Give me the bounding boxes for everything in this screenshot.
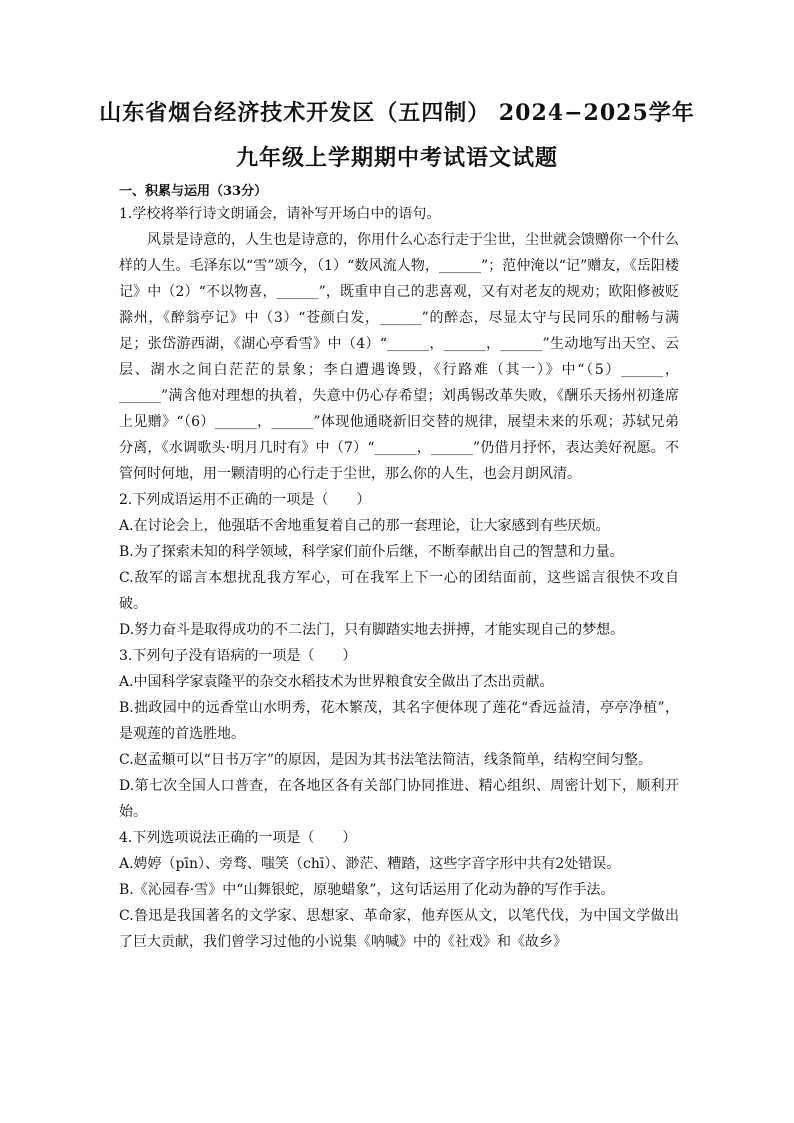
exam-body xyxy=(119,201,679,955)
question-2-option-b: B.为了探索未知的科学领域，科学家们前仆后继，不断奉献出自己的智慧和力量。 xyxy=(119,544,624,560)
question-2-option-d: D.努力奋斗是取得成功的不二法门，只有脚踏实地去拼搏，才能实现自己的梦想。 xyxy=(119,622,625,638)
exam-title-line1: 山东省烟台经济技术开发区（五四制） 2024−2025学年 xyxy=(99,100,695,126)
question-1-passage: 风景是诗意的，人生也是诗意的，你用什么心态行走于尘世，尘世就会馈赠你一个什么样的人生。毛泽东以“雪”颂今，（1）“数风流人物，______”；范仲淹以“记”赠友，《岳阳楼记》中（2）“不以物喜，______”，既重申自己的悲喜观，又有对老友的规劝；欧阳修被贬滁州，《醉翁亭记》中（3）“苍颜白发，______”的醉态，尽显太守与民同乐的酣畅与满足；张岱游西湖，《湖心亭看雪》中（4）“______，______，______”生动地写出天空、云层、湖水之间白茫茫的景象；李白遭遇谗毁，《行路难（其一）》中“（5）______，______”满含他对理想的执着，失意中仍心存希望；刘禹锡改革失败，《酬乐天扬州初逢席上见赠》“（6）______，______”体现他通晓新旧交替的规律，展望未来的乐观；苏轼兄弟分离，《水调歌头·明月几时有》中（7）“______，______”仍借月抒怀，表达美好祝愿。不管何时何地，用一颗清明的心行走于尘世，那么你的人生，也会月朗风清。 xyxy=(119,232,679,482)
question-2-stem: 2.下列成语运用不正确的一项是（ ） xyxy=(119,492,371,508)
exam-title-line2: 九年级上学期期中考试语文试题 xyxy=(235,145,558,171)
question-4-option-b: B.《沁园春·雪》中“山舞银蛇，原驰蜡象”，这句话运用了化动为静的写作手法。 xyxy=(119,882,615,898)
question-4-stem: 4.下列选项说法正确的一项是（ ） xyxy=(119,830,357,846)
question-3-stem: 3.下列句子没有语病的一项是（ ） xyxy=(119,648,357,664)
question-1-stem: 1.学校将举行诗文朗诵会，请补写开场白中的语句。 xyxy=(119,206,441,222)
question-2-option-a: A.在讨论会上，他强聒不舍地重复着自己的那一套理论，让大家感到有些厌烦。 xyxy=(119,518,610,534)
question-3-option-a: A.中国科学家袁隆平的杂交水稻技术为世界粮食安全做出了杰出贡献。 xyxy=(119,674,554,690)
question-3-option-c: C.赵孟頫可以“日书万字”的原因，是因为其书法笔法简洁，线条简单，结构空间匀整。 xyxy=(119,752,652,768)
question-4-option-c: C.鲁迅是我国著名的文学家、思想家、革命家，他弃医从文，以笔代伐，为中国文学做出了巨大贡献，我们曾学习过他的小说集《呐喊》中的《社戏》和《故乡》 xyxy=(119,908,679,950)
question-2-option-c: C.敌军的谣言本想扰乱我方军心，可在我军上下一心的团结面前，这些谣言很快不攻自破。 xyxy=(119,570,679,612)
section-heading: 一、积累与运用（33分） xyxy=(119,184,268,199)
question-3-option-d: D.第七次全国人口普查，在各地区各有关部门协同推进、精心组织、周密计划下，顺利开始。 xyxy=(119,778,679,820)
question-3-option-b: B.拙政园中的远香堂山水明秀，花木繁茂，其名字便体现了莲花“香远益清，亭亭净植”，是观莲的首选胜地。 xyxy=(119,700,679,742)
question-4-option-a: A.娉婷（pīn）、旁骛、嗤笑（chī）、渺茫、糟踏，这些字音字形中共有2处错误。 xyxy=(119,856,621,872)
